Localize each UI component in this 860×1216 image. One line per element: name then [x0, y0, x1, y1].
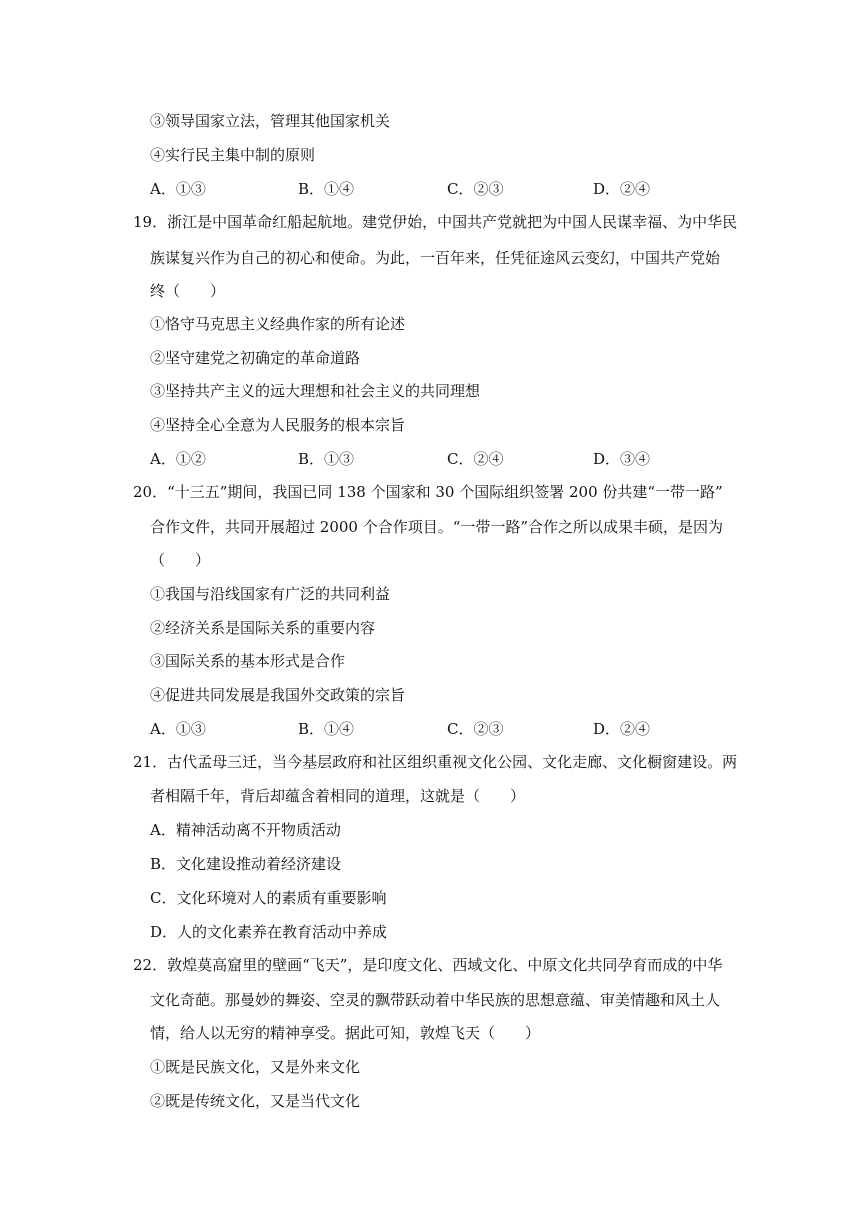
q20-option-d: D．②④	[593, 720, 651, 738]
q20-item-2: ②经济关系是国际关系的重要内容	[150, 619, 376, 637]
q19-item-2: ②坚守建党之初确定的革命道路	[150, 349, 361, 367]
q19-option-b: B．①③	[298, 450, 355, 468]
q20-option-a: A．①③	[150, 720, 206, 738]
q19-item-1: ①恪守马克思主义经典作家的所有论述	[150, 315, 406, 333]
q21-option-b: B．文化建设推动着经济建设	[150, 855, 342, 873]
q22-stem-line-1: 22．敦煌莫高窟里的壁画“飞天”，是印度文化、西域文化、中原文化共同孕育而成的中华	[133, 956, 723, 974]
q20-option-b: B．①④	[298, 720, 355, 738]
q20-item-3: ③国际关系的基本形式是合作	[150, 652, 346, 670]
q21-option-a: A．精神活动离不开物质活动	[150, 821, 341, 839]
q19-option-a: A．①②	[150, 450, 206, 468]
q18-item-4: ④实行民主集中制的原则	[150, 146, 316, 164]
q18-option-b: B．①④	[298, 180, 355, 198]
q19-item-3: ③坚持共产主义的远大理想和社会主义的共同理想	[150, 382, 481, 400]
q22-stem-line-2: 文化奇葩。那曼妙的舞姿、空灵的飘带跃动着中华民族的思想意蕴、审美情趣和风土人	[150, 991, 721, 1009]
q19-stem-line-2: 族谋复兴作为自己的初心和使命。为此，一百年来，任凭征途风云变幻，中国共产党始	[150, 249, 721, 267]
q22-item-2: ②既是传统文化，又是当代文化	[150, 1092, 361, 1110]
q18-option-d: D．②④	[593, 180, 651, 198]
q22-item-1: ①既是民族文化，又是外来文化	[150, 1058, 361, 1076]
q20-stem-line-2: 合作文件，共同开展超过 2000 个合作项目。“一带一路”合作之所以成果丰硕，是因为	[150, 518, 724, 536]
q20-stem-line-1: 20．“十三五”期间，我国已同 138 个国家和 30 个国际组织签署 200 份共建“一带一路”	[133, 483, 723, 501]
q18-item-3: ③领导国家立法，管理其他国家机关	[150, 112, 391, 130]
q18-option-c: C．②③	[447, 180, 504, 198]
q21-stem-line-1: 21．古代孟母三迁，当今基层政府和社区组织重视文化公园、文化走廊、文化橱窗建设。两	[133, 753, 738, 771]
q21-option-d: D．人的文化素养在教育活动中养成	[150, 923, 388, 941]
q19-stem-line-3: 终（ ）	[150, 282, 226, 300]
q20-item-4: ④促进共同发展是我国外交政策的宗旨	[150, 686, 406, 704]
q21-stem-line-2: 者相隔千年，背后却蕴含着相同的道理，这就是（ ）	[150, 787, 526, 805]
q20-option-c: C．②③	[447, 720, 504, 738]
q21-option-c: C．文化环境对人的素质有重要影响	[150, 889, 387, 907]
q19-item-4: ④坚持全心全意为人民服务的根本宗旨	[150, 416, 406, 434]
q20-item-1: ①我国与沿线国家有广泛的共同利益	[150, 585, 391, 603]
q22-stem-line-3: 情，给人以无穷的精神享受。据此可知，敦煌飞天（ ）	[150, 1024, 541, 1042]
q20-stem-line-3: （ ）	[150, 551, 211, 569]
q19-option-c: C．②④	[447, 450, 504, 468]
q19-option-d: D．③④	[593, 450, 651, 468]
q18-option-a: A．①③	[150, 180, 206, 198]
q19-stem-line-1: 19．浙江是中国革命红船起航地。建党伊始，中国共产党就把为中国人民谋幸福、为中华民	[133, 213, 738, 231]
